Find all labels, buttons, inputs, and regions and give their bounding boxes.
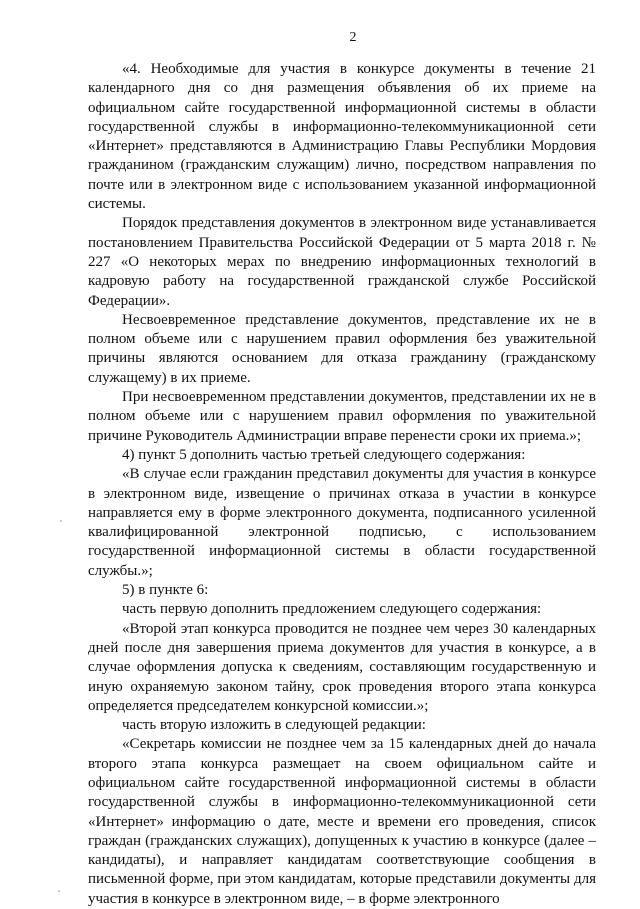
paragraph-item-4: 4) пункт 5 дополнить частью третьей следующего содержания: <box>122 446 526 463</box>
scan-speck <box>60 520 62 522</box>
paragraph-refusal-notice: «В случае если гражданин представил документы для участия в конкурсе в электронном виде, извещение о причинах отказа в участии в конкурсе направляется ему в форме электронного документа, подписанного усиленной квалифицированной электронной подписью, с использованием государственной информационной системы в области государственной службы.»; <box>88 466 596 579</box>
paragraph-second-stage: «Второй этап конкурса проводится не позднее чем через 30 календарных дней после дня завершения приема документов для участия в конкурсе, а в случае оформления допуска к сведениям, составляющим государственную и иную охраняемую законом тайну, срок проведения второго этапа конкурса определяется председателем конкурсной комиссии.»; <box>88 620 596 714</box>
paragraph-deadline-extension: При несвоевременном представлении документов, представлении их не в полном объеме или с нарушением правил оформления по уважительной причине Руководитель Администрации вправе перенести сроки их приема.»; <box>88 389 596 444</box>
paragraph-part-two: часть вторую изложить в следующей редакции: <box>122 717 426 734</box>
page-number: 2 <box>349 30 357 45</box>
scan-speck <box>58 890 60 892</box>
paragraph-part-one: часть первую дополнить предложением следующего содержания: <box>122 601 542 618</box>
paragraph-item-5: 5) в пункте 6: <box>122 582 209 599</box>
paragraph-secretary: «Секретарь комиссии не позднее чем за 15 календарных дней до начала второго этапа конкурса размещает на своем официальном сайте и официальном сайте государственной информационной системы в области государственной службы в информационно-телекоммуникационной сети «Интернет» информацию о дате, месте и времени его проведения, список граждан (гражданских служащих), допущенных к участию в конкурсе (далее – кандидаты), и направляет кандидатам соответствующие сообщения в письменной форме, при этом кандидатам, которые представили документы для участия в конкурсе в электронном виде, – в форме электронного <box>88 736 596 907</box>
paragraph-late-submission: Несвоевременное представление документов, представление их не в полном объеме или с нарушением правил оформления без уважительной причины являются основанием для отказа гражданину (гражданскому служащему) в их приеме. <box>88 311 596 386</box>
paragraph-electronic-procedure: Порядок представления документов в электронном виде устанавливается постановлением Правительства Российской Федерации от 5 марта 2018 г. № 227 «О некоторых мерах по внедрению информационных технологий в кадровую работу на государственной гражданской службе Российской Федерации». <box>88 215 596 309</box>
paragraph-document-submission: «4. Необходимые для участия в конкурсе документы в течение 21 календарного дня со дня размещения объявления об их приеме на официальном сайте государственной информационной системы в области государственной службы в информационно-телекоммуникационной сети «Интернет» представляются в Администрацию Главы Республики Мордовия гражданином (гражданским служащим) лично, посредством направления по почте или в электронном виде с использованием указанной информационной системы. <box>88 61 596 213</box>
